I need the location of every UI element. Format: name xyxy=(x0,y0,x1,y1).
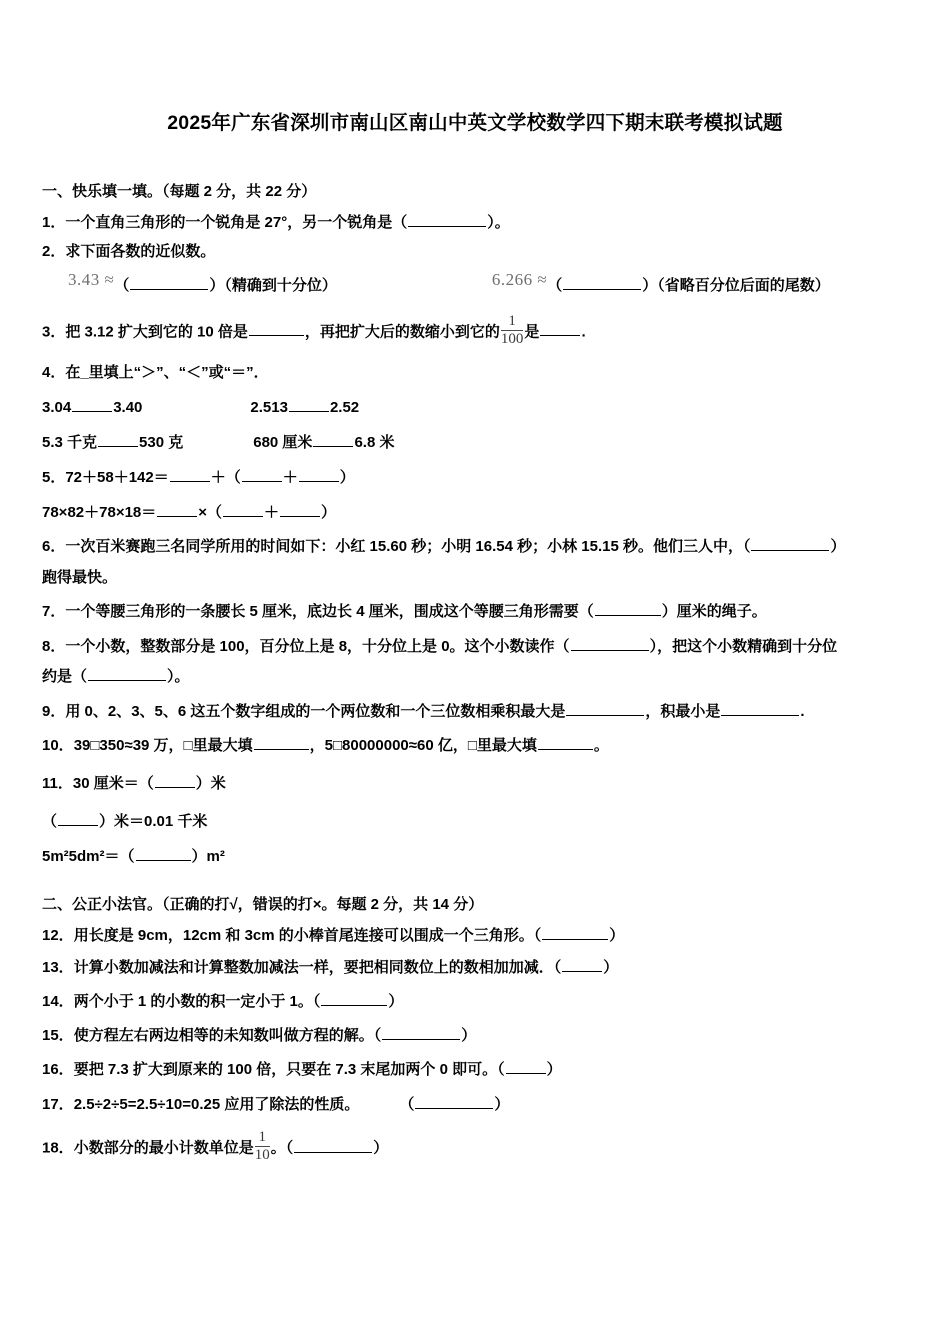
question-9 xyxy=(42,694,908,728)
question-2-text: 求下面各数的近似数。 xyxy=(65,243,216,261)
answer-blank[interactable] xyxy=(170,467,210,482)
question-5-line-b xyxy=(42,495,908,530)
compare-left-2: 2.513 xyxy=(250,398,288,416)
question-16-text-tail: ） xyxy=(546,1061,562,1079)
question-17-number: 17． xyxy=(42,1095,74,1113)
answer-blank[interactable] xyxy=(506,1059,546,1074)
question-18-number: 18． xyxy=(42,1139,74,1157)
compare-right-4: 6.8 米 xyxy=(354,434,395,452)
answer-blank[interactable] xyxy=(321,991,387,1006)
question-1-number: 1． xyxy=(42,213,66,231)
compare-left-3: 5.3 千克 xyxy=(42,434,98,452)
question-8-line2-post: ）。 xyxy=(167,668,190,686)
question-9-number: 9． xyxy=(42,702,66,720)
question-11-line-a-post: ）米 xyxy=(195,774,226,792)
answer-blank[interactable] xyxy=(280,501,320,516)
question-10-text-c: 。 xyxy=(593,736,609,754)
question-8-text: 一个小数，整数部分是 100，百分位上是 8，十分位上是 0。这个小数读作（ xyxy=(65,637,570,655)
answer-blank[interactable] xyxy=(223,501,263,516)
question-11-line-b-pre: （ xyxy=(42,812,58,830)
paren-open-a: （ xyxy=(114,277,130,295)
question-15-number: 15． xyxy=(42,1027,74,1045)
question-17-text-tail: ） xyxy=(494,1095,510,1113)
question-15-text: 使方程左右两边相等的未知数叫做方程的解。（ xyxy=(73,1027,382,1045)
question-10 xyxy=(42,728,908,762)
question-14-number: 14． xyxy=(42,992,74,1010)
question-17-text: 2.5÷2÷5=2.5÷10=0.25 应用了除法的性质。 xyxy=(73,1095,360,1113)
question-5-line-b-pre: 78×82＋78×18＝ xyxy=(42,503,157,521)
question-17 xyxy=(42,1087,908,1121)
question-5 xyxy=(42,460,908,494)
question-4-text: 在_里填上“＞”、“＜”或“＝”． xyxy=(65,364,269,382)
answer-blank[interactable] xyxy=(88,666,166,681)
question-5-line-a-plus: ＋ xyxy=(282,468,298,486)
question-9-text: 用 0、2、3、5、6 这五个数字组成的一个两位数和一个三位数相乘积最大是 xyxy=(65,702,566,720)
answer-blank[interactable] xyxy=(382,1025,460,1040)
question-13-text-tail: ） xyxy=(603,958,619,976)
question-5-number: 5． xyxy=(42,468,66,486)
question-3-text-a: 把 3.12 扩大到它的 10 倍是 xyxy=(65,322,248,340)
question-11-line-b xyxy=(42,804,908,839)
answer-blank[interactable] xyxy=(294,1137,372,1152)
approx-expression-a: 3.43 ≈ xyxy=(68,270,115,290)
question-6-number: 6． xyxy=(42,538,66,556)
answer-blank[interactable] xyxy=(571,635,649,650)
approx-expression-b: 6.266 ≈ xyxy=(491,270,548,290)
question-14-text: 两个小于 1 的小数的积一定小于 1。（ xyxy=(73,992,321,1010)
question-10-text-a: 39□350≈39 万，□里最大填 xyxy=(73,736,253,754)
compare-left-4: 680 厘米 xyxy=(253,434,313,452)
question-11-line-c xyxy=(42,839,908,874)
compare-right-3: 530 克 xyxy=(139,434,184,452)
question-14-text-tail: ） xyxy=(388,992,404,1010)
question-6 xyxy=(42,530,908,564)
question-6-continuation xyxy=(42,564,908,595)
question-5-line-b-mid: ×（ xyxy=(198,503,223,521)
question-1 xyxy=(42,208,908,237)
question-11-line-a-pre: 30 厘米＝（ xyxy=(72,774,154,792)
paren-open-b: （ xyxy=(547,277,563,295)
question-9-text-mid: ，积最小是 xyxy=(645,702,721,720)
question-15-text-tail: ） xyxy=(461,1027,477,1045)
question-6-text: 一次百米赛跑三名同学所用的时间如下：小红 15.60 秒；小明 16.54 秒；小林 15.15 秒。他们三人中，（ xyxy=(65,538,751,556)
question-8-text-mid: ），把这个小数精确到十分位 xyxy=(649,637,838,655)
question-16-text: 要把 7.3 扩大到原来的 100 倍，只要在 7.3 末尾加两个 0 即可。（ xyxy=(73,1061,505,1079)
compare-left-1: 3.04 xyxy=(42,398,72,416)
page-title: 2025年广东省深圳市南山区南山中英文学校数学四下期末联考模拟试题 xyxy=(167,112,783,134)
question-2-approximations xyxy=(42,266,908,304)
fraction-numerator: 1 xyxy=(255,1130,270,1147)
question-5-line-b-plus: ＋ xyxy=(264,503,280,521)
answer-blank[interactable] xyxy=(563,275,641,290)
question-12-text: 用长度是 9cm，12cm 和 3cm 的小棒首尾连接可以围成一个三角形。（ xyxy=(73,926,542,944)
question-8-continuation xyxy=(42,663,908,694)
answer-blank[interactable] xyxy=(254,735,309,750)
question-11 xyxy=(42,763,908,804)
answer-blank[interactable] xyxy=(566,700,644,715)
question-5-line-b-end: ） xyxy=(321,503,337,521)
section-2-heading: 二、公正小法官。（正确的打√，错误的打×。每题 2 分，共 14 分） xyxy=(42,896,484,914)
question-4-comparison-row-1 xyxy=(42,390,908,425)
question-18-text-tail: ） xyxy=(373,1139,389,1157)
question-4-number: 4． xyxy=(42,364,66,382)
question-4 xyxy=(42,356,908,390)
question-3-number: 3． xyxy=(42,322,66,340)
question-3-text-c: 是 xyxy=(524,322,540,340)
question-16 xyxy=(42,1053,908,1087)
fraction-denominator: 100 xyxy=(500,330,524,347)
question-7-number: 7． xyxy=(42,603,66,621)
fraction-one-hundredth xyxy=(501,314,524,347)
question-6-text-tail: ） xyxy=(830,538,846,556)
fraction-one-tenth xyxy=(255,1130,270,1163)
answer-blank[interactable] xyxy=(130,275,208,290)
answer-blank[interactable] xyxy=(540,321,580,336)
approx-note-a: ）（精确到十分位） xyxy=(209,277,337,295)
question-8 xyxy=(42,629,908,663)
question-7-text-tail: ）厘米的绳子。 xyxy=(661,603,767,621)
question-12-text-tail: ） xyxy=(609,926,625,944)
answer-blank[interactable] xyxy=(242,467,282,482)
answer-blank[interactable] xyxy=(721,700,799,715)
answer-blank[interactable] xyxy=(155,772,195,787)
question-16-number: 16． xyxy=(42,1061,74,1079)
fraction-denominator: 10 xyxy=(254,1147,270,1164)
answer-blank[interactable] xyxy=(72,397,112,412)
question-13-text: 计算小数加减法和计算整数加减法一样，要把相同数位上的数相加加减．（ xyxy=(73,958,562,976)
question-17-paren-open: （ xyxy=(399,1095,415,1113)
section-1-heading: 一、快乐填一填。（每题 2 分，共 22 分） xyxy=(42,183,317,201)
answer-blank[interactable] xyxy=(751,536,829,551)
question-3-text-d: . xyxy=(581,322,586,340)
question-18 xyxy=(42,1121,908,1172)
question-8-line2-pre: 约是（ xyxy=(42,668,88,686)
question-5-line-a-end: ） xyxy=(339,468,355,486)
question-11-line-c-pre: 5m²5dm²＝（ xyxy=(42,848,135,866)
question-18-text-a: 小数部分的最小计数单位是 xyxy=(73,1139,254,1157)
question-15 xyxy=(42,1019,908,1053)
question-11-number: 11． xyxy=(42,774,73,792)
answer-blank[interactable] xyxy=(299,467,339,482)
question-8-number: 8． xyxy=(42,637,66,655)
question-6-line2: 跑得最快。 xyxy=(42,569,118,587)
question-10-text-b: ，5□80000000≈60 亿，□里最大填 xyxy=(309,736,537,754)
question-12 xyxy=(42,921,908,950)
question-1-text-tail: ）。 xyxy=(487,213,510,231)
compare-right-2: 2.52 xyxy=(329,398,360,416)
question-11-line-c-post: ）m² xyxy=(191,848,225,866)
answer-blank[interactable] xyxy=(538,735,593,750)
question-1-text: 一个直角三角形的一个锐角是 27°，另一个锐角是（ xyxy=(65,213,408,231)
question-3-text-b: ，再把扩大后的数缩小到它的 xyxy=(304,322,500,340)
answer-blank[interactable] xyxy=(415,1093,493,1108)
question-7 xyxy=(42,595,908,629)
answer-blank[interactable] xyxy=(542,925,608,940)
answer-blank[interactable] xyxy=(157,501,197,516)
question-13 xyxy=(42,950,908,984)
answer-blank[interactable] xyxy=(98,432,138,447)
answer-blank[interactable] xyxy=(58,811,98,826)
answer-blank[interactable] xyxy=(408,212,486,227)
section-fill-in-the-blank xyxy=(42,181,908,874)
question-5-line-a-mid: ＋（ xyxy=(210,468,241,486)
answer-blank[interactable] xyxy=(289,397,329,412)
question-18-text-b: 。（ xyxy=(270,1139,294,1157)
approx-note-b: ）（省略百分位后面的尾数） xyxy=(642,277,830,295)
question-13-number: 13． xyxy=(42,958,74,976)
question-12-number: 12． xyxy=(42,926,74,944)
question-9-text-tail: . xyxy=(800,702,805,720)
fraction-numerator: 1 xyxy=(501,314,524,331)
section-true-false xyxy=(42,894,908,1172)
question-11-line-b-post: ）米＝0.01 千米 xyxy=(99,812,208,830)
answer-blank[interactable] xyxy=(136,846,191,861)
question-2-number: 2． xyxy=(42,243,66,261)
question-4-comparison-row-2 xyxy=(42,425,908,460)
question-14 xyxy=(42,984,908,1018)
answer-blank[interactable] xyxy=(595,601,661,616)
compare-right-1: 3.40 xyxy=(113,398,143,416)
answer-blank[interactable] xyxy=(249,321,304,336)
question-3 xyxy=(42,305,908,356)
question-10-number: 10． xyxy=(42,736,74,754)
question-7-text: 一个等腰三角形的一条腰长 5 厘米，底边长 4 厘米，围成这个等腰三角形需要（ xyxy=(65,603,594,621)
answer-blank[interactable] xyxy=(313,432,353,447)
question-5-line-a-pre: 72＋58＋142＝ xyxy=(65,468,169,486)
question-2 xyxy=(42,237,908,266)
answer-blank[interactable] xyxy=(562,956,602,971)
